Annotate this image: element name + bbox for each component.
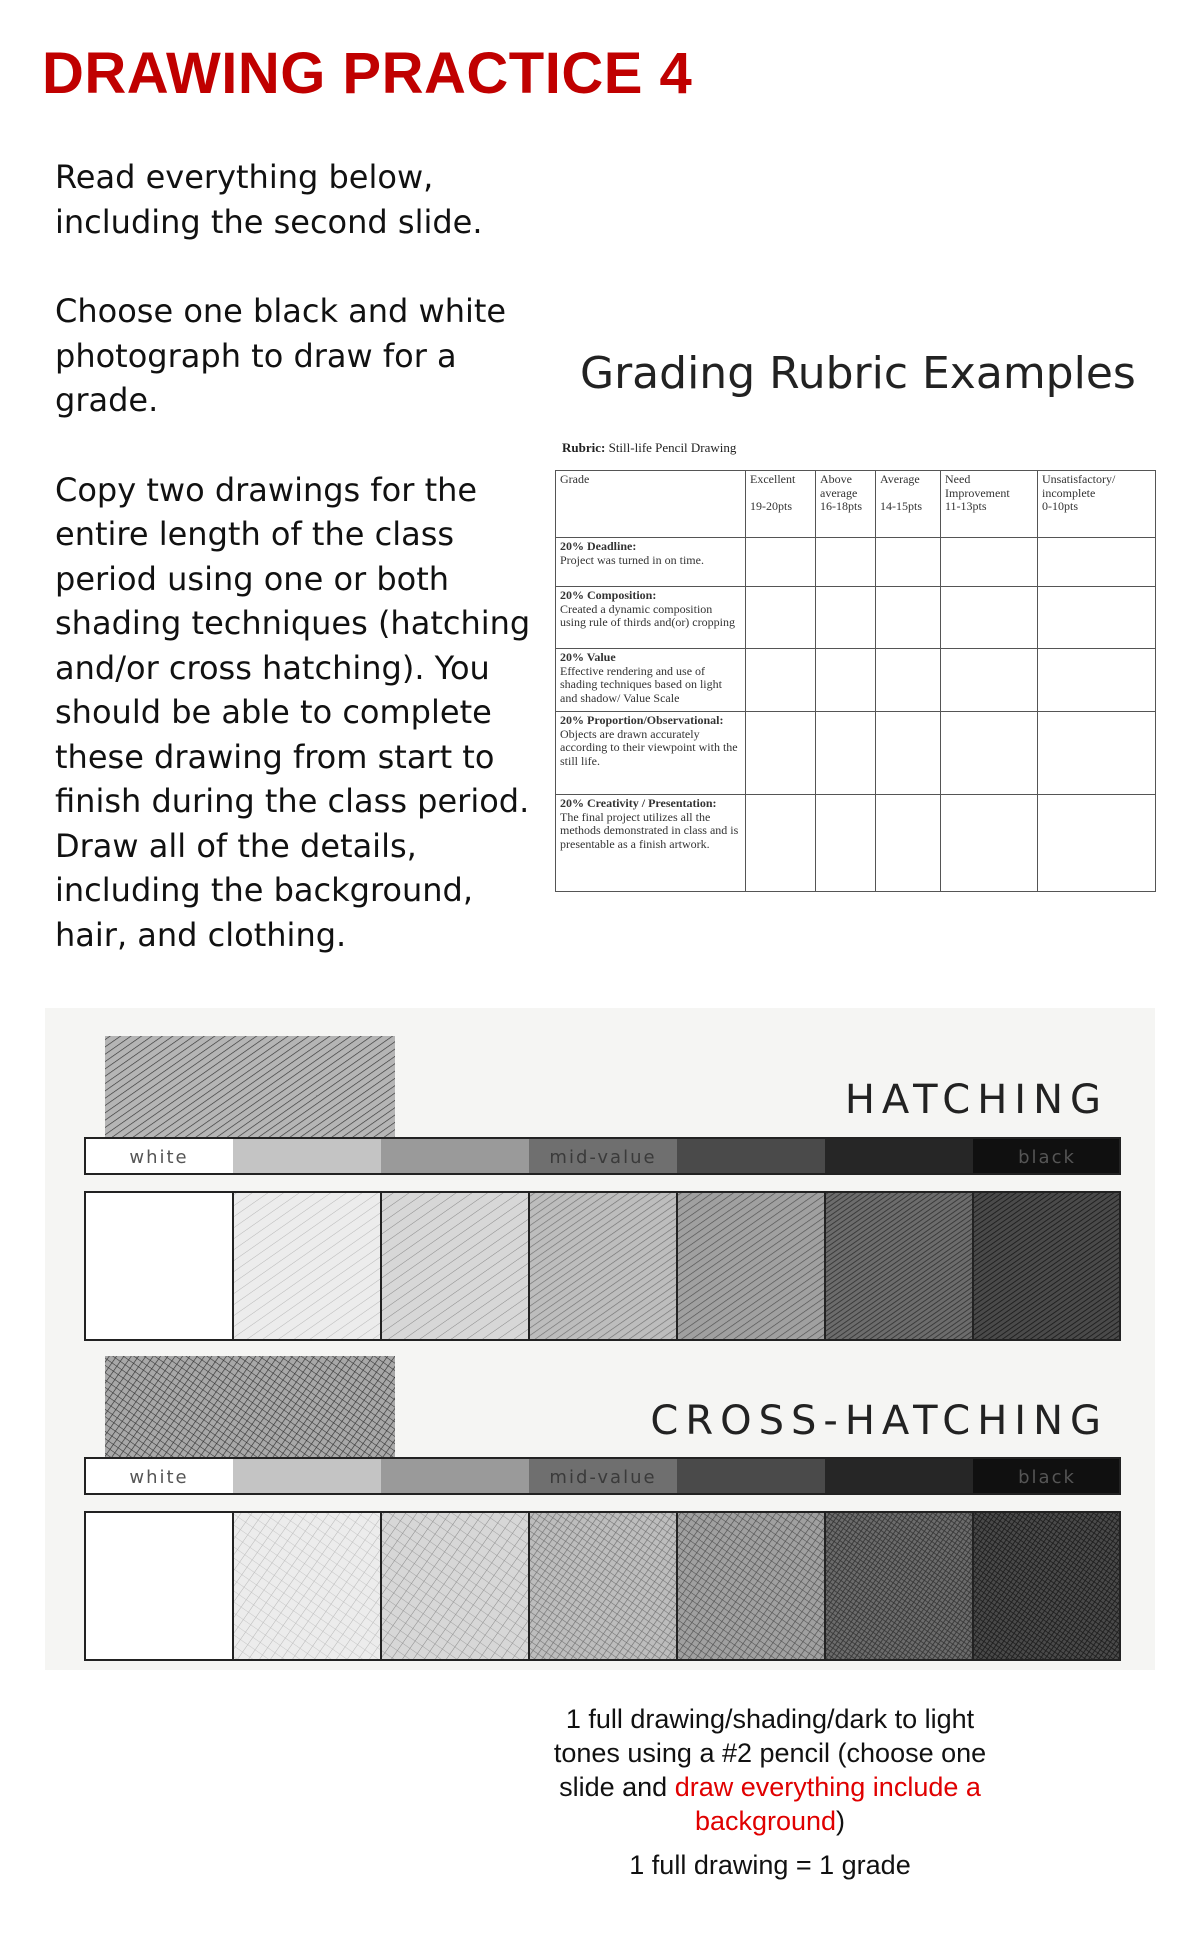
cross-hatching-title: CROSS-HATCHING xyxy=(650,1398,1108,1444)
hatching-scale-white: white xyxy=(129,1147,189,1168)
rubric-col-excellent: Excellent 19-20pts xyxy=(746,471,816,538)
rubric-criterion: 20% Creativity / Presentation: The final project utilizes all the methods demonstrated in class and is presentable as a finish artwork. xyxy=(556,795,746,892)
hatching-scale-mid: mid-value xyxy=(549,1147,657,1168)
footer-highlight: draw everything include a background xyxy=(674,1772,981,1836)
rubric-criterion: 20% Value Effective rendering and use of shading techniques based on light and shadow/ Value Scale xyxy=(556,649,746,712)
footer-note xyxy=(530,1702,1010,1882)
instruction-paragraph: Choose one black and white photograph to draw for a grade. xyxy=(55,292,507,419)
rubric-col-average: Average 14-15pts xyxy=(876,471,941,538)
cross-hatching-scale-white: white xyxy=(129,1467,189,1488)
rubric-criterion: 20% Composition: Created a dynamic composition using rule of thirds and(or) cropping xyxy=(556,587,746,649)
page-title: DRAWING PRACTICE 4 xyxy=(42,41,693,106)
rubric-criterion: 20% Proportion/Observational: Objects are drawn accurately according to their viewpoint with the still life. xyxy=(556,712,746,795)
rubric-criterion: 20% Deadline: Project was turned in on time. xyxy=(556,538,746,587)
rubric-col-unsatisfactory: Unsatisfactory/ incomplete 0-10pts xyxy=(1038,471,1156,538)
shading-techniques-image xyxy=(45,1008,1155,1670)
rubric-caption xyxy=(562,440,736,456)
rubric-col-grade: Grade xyxy=(556,471,746,538)
cross-hatching-scale-black: black xyxy=(1018,1467,1076,1488)
instruction-paragraph: Copy two drawings for the entire length of the class period using one or both shading techniques (hatching and/or cross hatching). You should be able to complete these drawing from start to finish during the class period. Draw all of the details, including the background, hair, and clothing. xyxy=(55,470,531,954)
rubric-caption-text: Still-life Pencil Drawing xyxy=(605,440,737,455)
rubric-row-deadline xyxy=(556,538,1156,587)
footer-text-close: ) xyxy=(836,1806,846,1836)
rubric-row-proportion xyxy=(556,712,1156,795)
rubric-table xyxy=(555,470,1156,892)
footer-total: 1 full drawing = 1 grade xyxy=(629,1850,911,1880)
rubric-col-need-improvement: Need Improvement 11-13pts xyxy=(941,471,1038,538)
hatching-section xyxy=(85,1036,1120,1340)
cross-hatching-scale-mid: mid-value xyxy=(549,1467,657,1488)
rubric-heading: Grading Rubric Examples xyxy=(580,348,1136,399)
rubric-col-above-average: Above average 16-18pts xyxy=(816,471,876,538)
rubric-header-row xyxy=(556,471,1156,538)
cross-hatching-section xyxy=(85,1356,1120,1660)
footer-text: 1 full drawing/shading/dark to light tones using a #2 pencil (choose one slide and xyxy=(553,1704,987,1802)
rubric-row-value xyxy=(556,649,1156,712)
rubric-row-composition xyxy=(556,587,1156,649)
rubric-row-creativity xyxy=(556,795,1156,892)
instructions-block xyxy=(55,155,535,1002)
hatching-title: HATCHING xyxy=(844,1077,1108,1123)
hatching-scale-black: black xyxy=(1018,1147,1076,1168)
instruction-paragraph: Read everything below, including the second slide. xyxy=(55,158,483,241)
rubric-caption-label: Rubric: xyxy=(562,440,606,455)
